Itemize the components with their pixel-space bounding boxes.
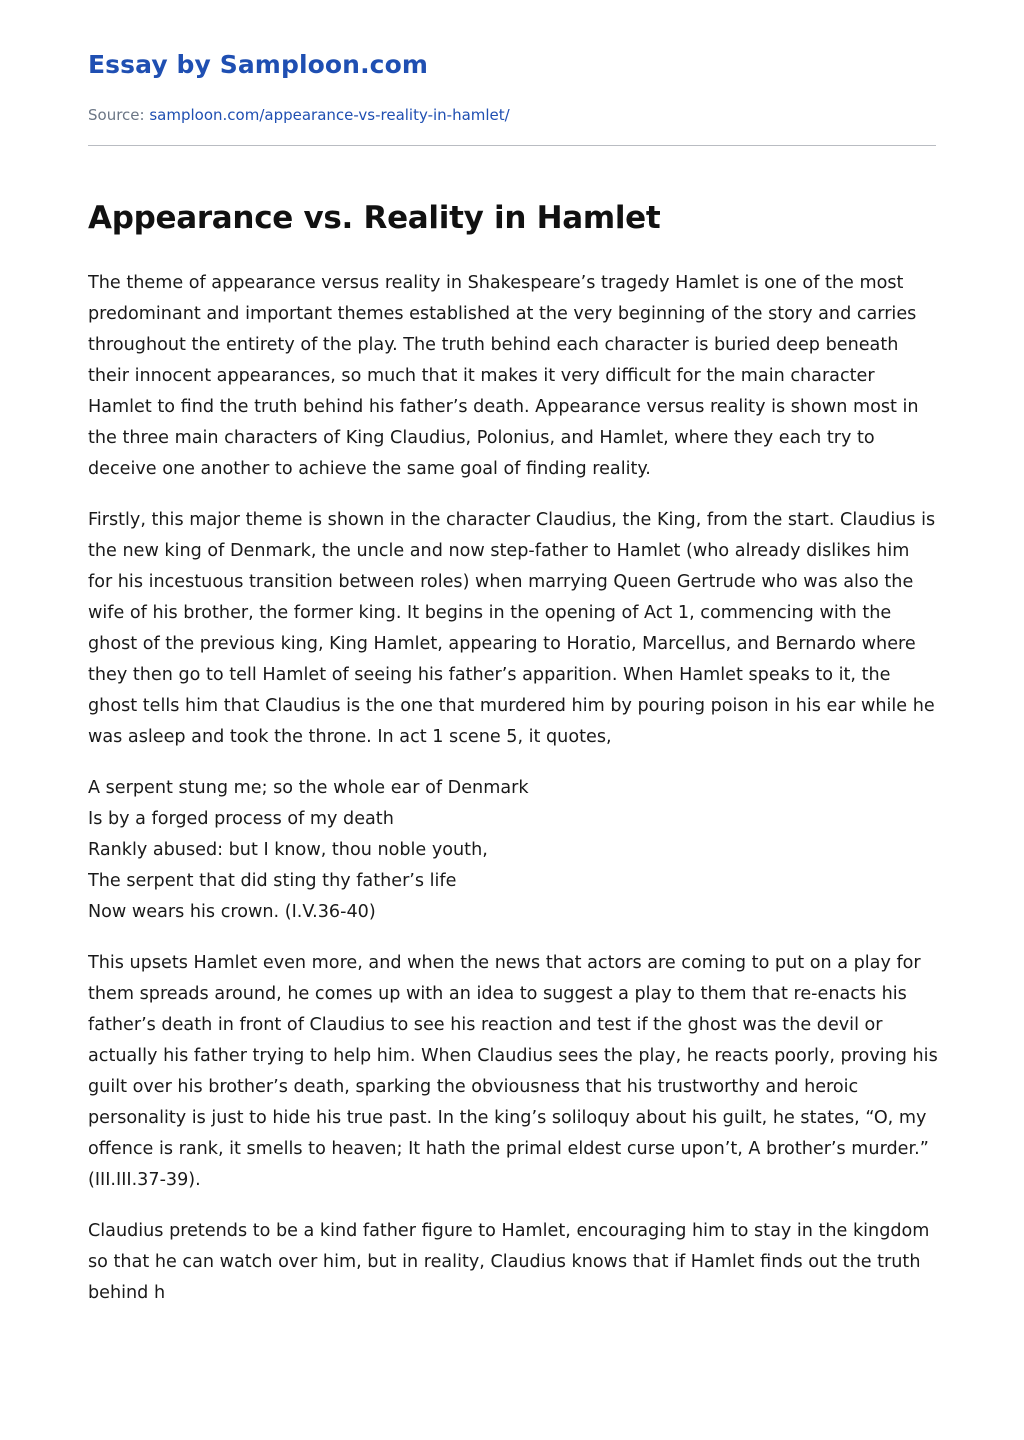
paragraph: The theme of appearance versus reality in Shakespeare’s tragedy Hamlet is one of the most predominant and important themes established at the very beginning of the story and carries throughout the entirety of the play. The truth behind each character is buried deep beneath their innocent appearances, so much that it makes it very difficult for the main character Hamlet to find the truth behind his father’s death. Appearance versus reality is shown most in the three main characters of King Claudius, Polonius, and Hamlet, where they each try to deceive one another to achieve the same goal of finding reality.: [88, 273, 919, 479]
essay-body: [88, 268, 938, 1378]
source-link[interactable]: samploon.com/appearance-vs-reality-in-hamlet/: [149, 106, 510, 124]
essay-title: Appearance vs. Reality in Hamlet: [88, 200, 661, 236]
quote-block: [88, 773, 938, 928]
paragraph: This upsets Hamlet even more, and when the news that actors are coming to put on a play for them spreads around, he comes up with an idea to suggest a play to them that re-enacts his father’s death in front of Claudius to see his reaction and test if the ghost was the devil or actually his father trying to help him. When Claudius sees the play, he reacts poorly, proving his guilt over his brother’s death, sparking the obviousness that his trustworthy and heroic personality is just to hide his true past. In the king’s soliloquy about his guilt, he states, “O, my offence is rank, it smells to heaven; It hath the primal eldest curse upon’t, A brother’s murder.” (III.III.37-39).: [88, 953, 938, 1190]
source-line: [88, 106, 510, 124]
header-divider: [88, 145, 936, 146]
quote-line: A serpent stung me; so the whole ear of Denmark: [88, 778, 529, 798]
quote-line: Now wears his crown. (I.V.36-40): [88, 902, 376, 922]
paragraph: Firstly, this major theme is shown in the character Claudius, the King, from the start. Claudius is the new king of Denmark, the uncle and now step-father to Hamlet (who already dislikes him for his incestuous transition between roles) when marrying Queen Gertrude who was also the wife of his brother, the former king. It begins in the opening of Act 1, commencing with the ghost of the previous king, King Hamlet, appearing to Horatio, Marcellus, and Bernardo where they then go to tell Hamlet of seeing his father’s apparition. When Hamlet speaks to it, the ghost tells him that Claudius is the one that murdered him by pouring poison in his ear while he was asleep and took the throne. In act 1 scene 5, it quotes,: [88, 510, 936, 747]
brand-link[interactable]: Essay by Samploon.com: [88, 50, 429, 79]
source-label: Source:: [88, 106, 145, 124]
quote-line: Is by a forged process of my death: [88, 809, 394, 829]
paragraph: Claudius pretends to be a kind father figure to Hamlet, encouraging him to stay in the kingdom so that he can watch over him, but in reality, Claudius knows that if Hamlet finds out the truth behind h: [88, 1221, 930, 1303]
quote-line: Rankly abused: but I know, thou noble youth,: [88, 840, 488, 860]
quote-line: The serpent that did sting thy father’s life: [88, 871, 457, 891]
